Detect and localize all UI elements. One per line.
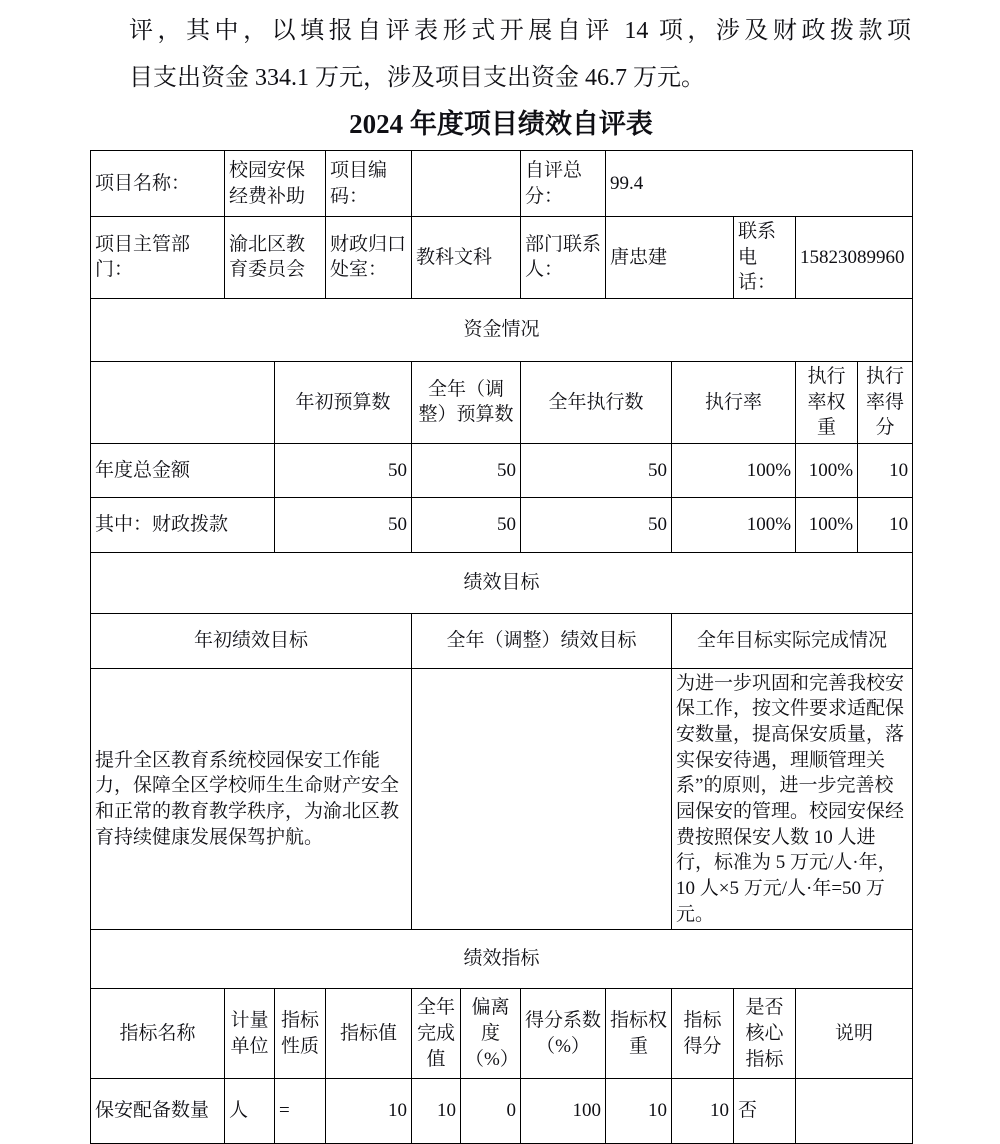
funding-row-total <box>91 443 913 497</box>
indicators-section-title: 绩效指标 <box>91 930 913 989</box>
contact-value: 唐忠建 <box>606 217 734 299</box>
funding-row-label: 其中：财政拨款 <box>91 497 275 552</box>
funding-col-execution-rate: 执行率 <box>672 361 796 443</box>
project-code-value <box>412 151 521 217</box>
project-code-label: 项目编码： <box>326 151 412 217</box>
funding-section-row <box>91 298 913 361</box>
funding-initial-budget: 50 <box>275 443 412 497</box>
goal-adjusted-text <box>412 668 672 929</box>
funding-execution-rate: 100% <box>672 497 796 552</box>
ind-score: 10 <box>672 1079 734 1144</box>
info-row-2 <box>91 217 913 299</box>
ind-note <box>796 1079 913 1144</box>
indicators-section-row <box>91 930 913 989</box>
info-row-1 <box>91 151 913 217</box>
funding-adjusted-budget: 50 <box>412 497 521 552</box>
self-evaluation-table <box>90 150 913 1144</box>
ind-col-completed: 全年完成值 <box>412 989 461 1079</box>
finance-office-value: 教科文科 <box>412 217 521 299</box>
ind-col-name: 指标名称 <box>91 989 225 1079</box>
intro-paragraph-line-2: 目支出资金 334.1 万元，涉及项目支出资金 46.7 万元。 <box>129 65 705 91</box>
ind-deviation: 0 <box>461 1079 521 1144</box>
funding-execution-rate: 100% <box>672 443 796 497</box>
ind-col-nature: 指标性质 <box>275 989 326 1079</box>
ind-col-unit: 计量单位 <box>225 989 275 1079</box>
funding-adjusted-budget: 50 <box>412 443 521 497</box>
goal-initial-text: 提升全区教育系统校园保安工作能力，保障全区学校师生生命财产安全和正常的教育教学秩序，为渝北区教育持续健康发展保驾护航。 <box>91 668 412 929</box>
self-score-label: 自评总分： <box>521 151 606 217</box>
intro-paragraph-line-1: 评，其中，以填报自评表形式开展自评 14 项，涉及财政拨款项 <box>129 18 911 44</box>
ind-weight: 10 <box>606 1079 672 1144</box>
funding-rate-score: 10 <box>858 443 913 497</box>
goals-col-adjusted: 全年（调整）绩效目标 <box>412 613 672 668</box>
page-title: 2024 年度项目绩效自评表 <box>349 109 653 139</box>
dept-value: 渝北区教育委员会 <box>225 217 326 299</box>
funding-row-label: 年度总金额 <box>91 443 275 497</box>
goals-content-row <box>91 668 913 929</box>
funding-col-blank <box>91 361 275 443</box>
funding-rate-weight: 100% <box>796 497 858 552</box>
goal-actual-text: 为进一步巩固和完善我校安保工作，按文件要求适配保安数量，提高保安质量，落实保安待遇，理顺管理关系”的原则，进一步完善校园保安的管理。校园安保经费按照保安人数 10 人进行，标准为 5 万元/人·年，10 人×5 万元/人·年=50 万元。 <box>672 668 913 929</box>
ind-target: 10 <box>326 1079 412 1144</box>
project-name-value: 校园安保经费补助 <box>225 151 326 217</box>
ind-col-coefficient: 得分系数（%） <box>521 989 606 1079</box>
funding-col-rate-score: 执行率得分 <box>858 361 913 443</box>
ind-col-score: 指标得分 <box>672 989 734 1079</box>
goals-col-initial: 年初绩效目标 <box>91 613 412 668</box>
ind-completed: 10 <box>412 1079 461 1144</box>
goals-section-title: 绩效目标 <box>91 552 913 613</box>
indicator-row <box>91 1079 913 1144</box>
funding-initial-budget: 50 <box>275 497 412 552</box>
phone-label: 联系电话： <box>734 217 796 299</box>
ind-unit: 人 <box>225 1079 275 1144</box>
ind-name: 保安配备数量 <box>91 1079 225 1144</box>
indicators-header-row <box>91 989 913 1079</box>
funding-col-executed: 全年执行数 <box>521 361 672 443</box>
funding-rate-weight: 100% <box>796 443 858 497</box>
funding-row-fiscal <box>91 497 913 552</box>
phone-value: 15823089960 <box>796 217 913 299</box>
self-score-value: 99.4 <box>606 151 913 217</box>
ind-col-note: 说明 <box>796 989 913 1079</box>
ind-col-core: 是否核心指标 <box>734 989 796 1079</box>
goals-section-row <box>91 552 913 613</box>
finance-office-label: 财政归口处室： <box>326 217 412 299</box>
funding-executed: 50 <box>521 497 672 552</box>
funding-rate-score: 10 <box>858 497 913 552</box>
dept-label: 项目主管部门： <box>91 217 225 299</box>
funding-col-rate-weight: 执行率权重 <box>796 361 858 443</box>
ind-col-target: 指标值 <box>326 989 412 1079</box>
funding-section-title: 资金情况 <box>91 298 913 361</box>
funding-col-adjusted-budget: 全年（调整）预算数 <box>412 361 521 443</box>
ind-coefficient: 100 <box>521 1079 606 1144</box>
goals-col-actual: 全年目标实际完成情况 <box>672 613 913 668</box>
ind-core: 否 <box>734 1079 796 1144</box>
goals-header-row <box>91 613 913 668</box>
funding-executed: 50 <box>521 443 672 497</box>
contact-label: 部门联系人： <box>521 217 606 299</box>
ind-col-deviation: 偏离度（%） <box>461 989 521 1079</box>
project-name-label: 项目名称： <box>91 151 225 217</box>
funding-col-initial-budget: 年初预算数 <box>275 361 412 443</box>
funding-header-row <box>91 361 913 443</box>
ind-nature: = <box>275 1079 326 1144</box>
ind-col-weight: 指标权重 <box>606 989 672 1079</box>
